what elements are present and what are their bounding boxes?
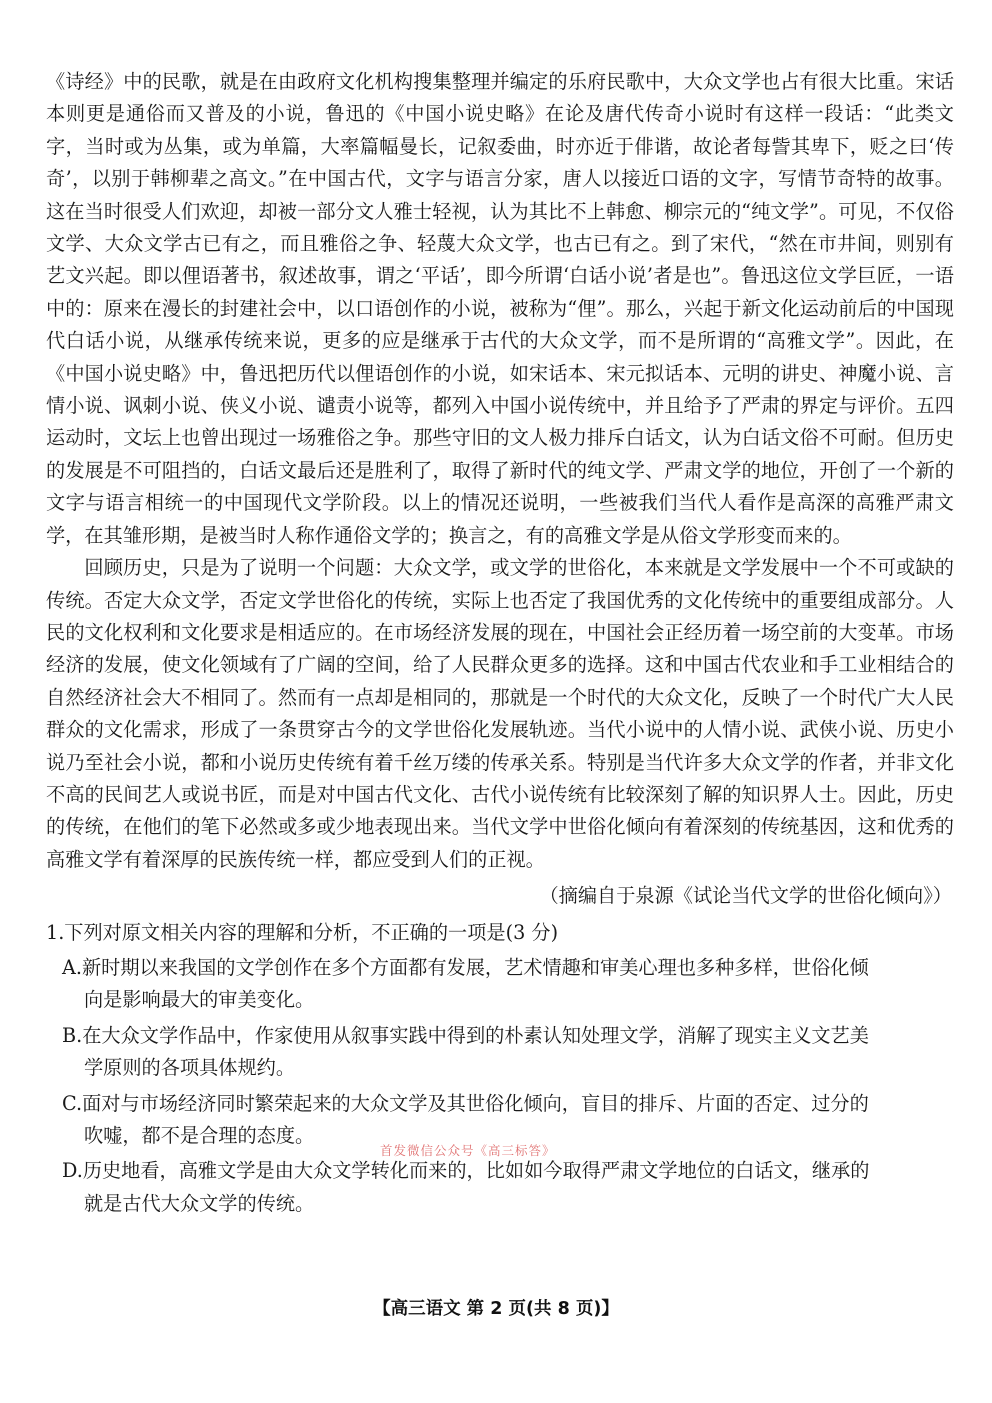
- passage-paragraph-2: 回顾历史，只是为了说明一个问题：大众文学，或文学的世俗化，本来就是文学发展中一个不可或缺的传统。否定大众文学，否定文学世俗化的传统，实际上也否定了我国优秀的文化传统中的重要组成部分。人民的文化权利和文化要求是相适应的。在市场经济发展的现在，中国社会正经历着一场空前的大变革。市场经济的发展，使文化领域有了广阔的空间，给了人民群众更多的选择。这和中国古代农业和手工业相结合的自然经济社会大不相同了。然而有一点却是相同的，那就是一个时代的大众文化，反映了一个时代广大人民群众的文化需求，形成了一条贯穿古今的文学世俗化发展轨迹。当代小说中的人情小说、武侠小说、历史小说乃至社会小说，都和小说历史传统有着千丝万缕的传承关系。特别是当代许多大众文学的作者，并非文化不高的民间艺人或说书匠，而是对中国古代文化、古代小说传统有比较深刻了解的知识界人士。因此，历史的传统，在他们的笔下必然或多或少地表现出来。当代文学中世俗化倾向有着深刻的传统基因，这和优秀的高雅文学有着深厚的民族传统一样，都应受到人们的正视。: [46, 556, 954, 871]
- option-c-line1: 面对与市场经济同时繁荣起来的大众文学及其世俗化倾向，盲目的排斥、片面的否定、过分的: [82, 1091, 869, 1115]
- option-d: [62, 1155, 954, 1220]
- option-a-line2: 向是影响最大的审美变化。: [84, 988, 315, 1012]
- page-footer: 【高三语文 第 2 页(共 8 页)】: [373, 1299, 619, 1319]
- option-a: [62, 952, 954, 1017]
- option-d-line2: 就是古代大众文学的传统。: [84, 1191, 315, 1215]
- question-stem: 1.下列对原文相关内容的理解和分析，不正确的一项是(3 分): [46, 920, 559, 944]
- option-a-line1: 新时期以来我国的文学创作在多个方面都有发展，艺术情趣和审美心理也多种多样，世俗化倾: [81, 955, 869, 979]
- option-c-line2: 吹嘘，都不是合理的态度。: [84, 1124, 315, 1147]
- option-b-line2: 学原则的各项具体规约。: [84, 1056, 296, 1080]
- watermark-text: 首发微信公众号《高三标答》: [380, 1143, 556, 1158]
- option-b-key: B.: [62, 1023, 83, 1047]
- exam-page: [46, 66, 954, 1220]
- passage-paragraph-1: 《诗经》中的民歌，就是在由政府文化机构搜集整理并编定的乐府民歌中，大众文学也占有很大比重。宋话本则更是通俗而又普及的小说，鲁迅的《中国小说史略》在论及唐代传奇小说时有这样一段话：“此类文字，当时或为丛集，或为单篇，大率篇幅曼长，记叙委曲，时亦近于俳谐，故论者每訾其卑下，贬之曰‘传奇’，以别于韩柳辈之高文。”在中国古代，文字与语言分家，唐人以接近口语的文字，写情节奇特的故事。这在当时很受人们欢迎，却被一部分文人雅士轻视，认为其比不上韩愈、柳宗元的“纯文学”。可见，不仅俗文学、大众文学古已有之，而且雅俗之争、轻蔑大众文学，也古已有之。到了宋代，“然在市井间，则别有艺文兴起。即以俚语著书，叙述故事，谓之‘平话’，即今所谓‘白话小说’者是也”。鲁迅这位文学巨匠，一语中的：原来在漫长的封建社会中，以口语创作的小说，被称为“俚”。那么，兴起于新文化运动前后的中国现代白话小说，从继承传统来说，更多的应是继承于古代的大众文学，而不是所谓的“高雅文学”。因此，在《中国小说史略》中，鲁迅把历代以俚语创作的小说，如宋话本、宋元拟话本、元明的讲史、神魔小说、言情小说、讽刺小说、侠义小说、谴责小说等，都列入中国小说传统中，并且给予了严肃的界定与评价。五四运动时，文坛上也曾出现过一场雅俗之争。那些守旧的文人极力排斥白话文，认为白话文俗不可耐。但历史的发展是不可阻挡的，白话文最后还是胜利了，取得了新时代的纯文学、严肃文学的地位，开创了一个新的文字与语言相统一的中国现代文学阶段。以上的情况还说明，一些被我们当代人看作是高深的高雅严肃文学，在其雏形期，是被当时人称作通俗文学的；换言之，有的高雅文学是从俗文学形变而来的。: [46, 70, 954, 547]
- passage-source: （摘编自于泉源《试论当代文学的世俗化倾向》）: [539, 884, 952, 908]
- option-d-key: D.: [62, 1159, 83, 1183]
- option-d-line1: 历史地看，高雅文学是由大众文学转化而来的，比如如今取得严肃文学地位的白话文，继承的: [82, 1159, 870, 1183]
- option-b: [62, 1020, 954, 1085]
- option-c-key: C.: [62, 1091, 83, 1115]
- option-b-line1: 在大众文学作品中，作家使用从叙事实践中得到的朴素认知处理文学，消解了现实主义文艺美: [82, 1023, 869, 1047]
- option-a-key: A.: [62, 955, 82, 979]
